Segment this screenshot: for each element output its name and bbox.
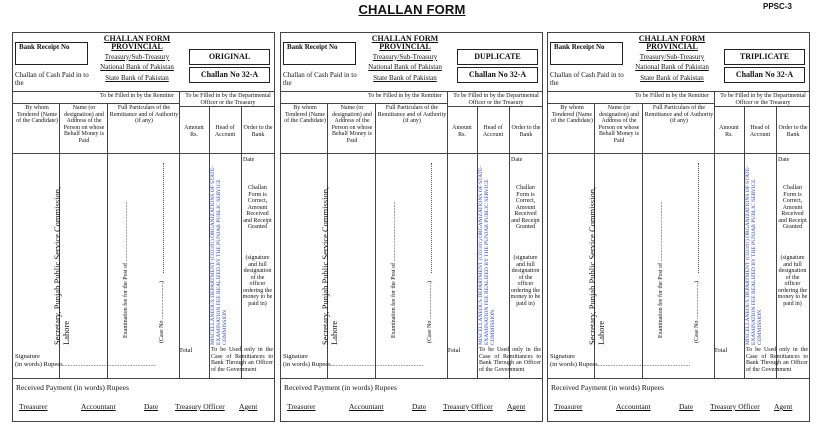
head-account-text: MISCELLANEOUS DEPARTMENT (C03101) ORGANIZATIONS OF STATE-EXAMINATION FEE REALIZED BY THE PUNJAB PUBLIC SERVICE COMMISSION	[478, 165, 496, 345]
dept-header: To be Filled in by the Departmental Officer or the Treasury	[453, 93, 539, 106]
challan-no-box	[189, 67, 270, 83]
bank-use-text: To be Used only in the Case of Remittances to Bank Through an Officer of the Government	[479, 347, 541, 373]
challan-no-box	[724, 67, 805, 83]
copy-label: TRIPLICATE	[739, 52, 790, 61]
exam-fee-text: Examination fee for the Post of ........................................	[658, 201, 664, 338]
nbp-label: National Bank of Pakistan	[368, 62, 442, 71]
order-text: Challan Form is Correct, Amount Received and Receipt Granted	[778, 185, 807, 230]
form-code: PPSC-3	[763, 2, 792, 11]
bank-receipt-label: Bank Receipt No	[287, 43, 338, 51]
page-title: CHALLAN FORM	[358, 2, 466, 17]
sbp-label: State Bank of Pakistan	[373, 73, 437, 82]
exam-fee-text: Examination fee for the Post of ........................................	[123, 201, 129, 338]
col-head: Head of Account	[749, 125, 771, 138]
col-particulars: Full Particulars of the Remittance and of Authority (if any)	[644, 105, 714, 124]
challan-no: Challan No 32-A	[468, 70, 527, 79]
col-order: Order to the Bank	[511, 125, 541, 138]
footer-date-label: Date	[412, 402, 427, 411]
challan-cash-label: Challan of Cash Paid in to the	[550, 71, 624, 87]
accountant-label: Accountant	[81, 402, 116, 411]
exam-fee-text: Examination fee for the Post of ........................................	[391, 201, 397, 338]
col-by-whom: By whom Tendered (Name of the Candidate)	[284, 105, 326, 124]
nbp-label: National Bank of Pakistan	[100, 62, 174, 71]
form-heading	[632, 35, 712, 84]
accountant-label: Accountant	[616, 402, 651, 411]
treasury-label: Treasury/Sub-Treasury	[372, 52, 438, 61]
col-name: Name (or designation) and Address of the Person on whose Behalf Money is Paid	[331, 105, 373, 144]
signature-label: Signature	[550, 353, 575, 360]
challan-cash-label: Challan of Cash Paid in to the	[283, 71, 357, 87]
secretary-text: Secretary, Punjab Public Service Commission, Lahore	[52, 186, 71, 345]
form-heading-line2: PROVINCIAL	[646, 42, 698, 51]
treasury-label: Treasury/Sub-Treasury	[639, 52, 705, 61]
signature-text: (signature and full designation of the officer ordering the money to be paid in)	[510, 255, 541, 307]
dept-header: To be Filled in by the Departmental Officer or the Treasury	[185, 93, 271, 106]
form-heading-line2: PROVINCIAL	[111, 42, 163, 51]
form-heading-line1: CHALLAN FORM	[103, 34, 171, 43]
form-heading-line1: CHALLAN FORM	[371, 34, 439, 43]
head-account-text: MISCELLANEOUS DEPARTMENT (C03101) ORGANIZATIONS OF STATE-EXAMINATION FEE REALIZED BY THE PUNJAB PUBLIC SERVICE COMMISSION	[745, 165, 763, 345]
treasurer-label: Treasurer	[554, 402, 583, 411]
in-words-line: (in words) Rupees.........................................................	[15, 361, 156, 368]
received-payment: Received Payment (in words) Rupees	[16, 383, 129, 392]
received-payment: Received Payment (in words) Rupees	[551, 383, 664, 392]
date-label: Date	[778, 157, 790, 163]
copy-label-box	[724, 49, 805, 65]
challan-no-box	[457, 67, 538, 83]
challan-copy-triplicate	[547, 32, 810, 422]
order-text: Challan Form is Correct, Amount Received and Receipt Granted	[243, 185, 272, 230]
sbp-label: State Bank of Pakistan	[640, 73, 704, 82]
order-text: Challan Form is Correct, Amount Received and Receipt Granted	[511, 185, 540, 230]
in-words-line: (in words) Rupees.........................................................	[283, 361, 424, 368]
remitter-header: To be Filled in by the Remitter	[368, 93, 442, 99]
treasurer-label: Treasurer	[19, 402, 48, 411]
col-by-whom: By whom Tendered (Name of the Candidate)	[551, 105, 593, 124]
total-label: Total	[447, 347, 461, 354]
copy-label-box	[457, 49, 538, 65]
accountant-label: Accountant	[349, 402, 384, 411]
remitter-header: To be Filled in by the Remitter	[635, 93, 709, 99]
agent-label: Agent	[507, 402, 526, 411]
dept-header: To be Filled in by the Departmental Officer or the Treasury	[720, 93, 806, 106]
challan-cash-label: Challan of Cash Paid in to the	[15, 71, 89, 87]
total-label: Total	[179, 347, 193, 354]
in-words-line: (in words) Rupees.........................................................	[550, 361, 691, 368]
form-heading	[365, 35, 445, 84]
footer-date-label: Date	[679, 402, 694, 411]
secretary-text: Secretary, Punjab Public Service Commission, Lahore	[587, 186, 606, 345]
treasury-officer-label: Treasury Officer	[443, 402, 493, 411]
col-order: Order to the Bank	[243, 125, 273, 138]
copy-label: ORIGINAL	[208, 52, 251, 61]
copy-label: DUPLICATE	[474, 52, 521, 61]
challan-copy-original	[12, 32, 275, 422]
bank-receipt-box	[283, 42, 356, 65]
bank-receipt-label: Bank Receipt No	[554, 43, 605, 51]
footer-date-label: Date	[144, 402, 159, 411]
col-name: Name (or designation) and Address of the Person on whose Behalf Money is Paid	[598, 105, 640, 144]
signature-text: (signature and full designation of the officer ordering the money to be paid in)	[777, 255, 808, 307]
case-no-text: (Case No ........................)	[427, 281, 433, 343]
signature-label: Signature	[283, 353, 308, 360]
treasury-officer-label: Treasury Officer	[175, 402, 225, 411]
col-amount: Amount Rs.	[184, 125, 204, 138]
total-label: Total	[714, 347, 728, 354]
col-head: Head of Account	[482, 125, 504, 138]
secretary-text: Secretary, Punjab Public Service Commission, Lahore	[320, 186, 339, 345]
bank-use-text: To be Used only in the Case of Remittances to Bank Through an Officer of the Government	[211, 347, 273, 373]
form-heading-line1: CHALLAN FORM	[638, 34, 706, 43]
case-no-text: (Case No ........................)	[159, 281, 165, 343]
received-payment: Received Payment (in words) Rupees	[284, 383, 397, 392]
remitter-header: To be Filled in by the Remitter	[100, 93, 174, 99]
treasury-officer-label: Treasury Officer	[710, 402, 760, 411]
agent-label: Agent	[774, 402, 793, 411]
head-account-text: MISCELLANEOUS DEPARTMENT (C03101) ORGANIZATIONS OF STATE-EXAMINATION FEE REALIZED BY THE PUNJAB PUBLIC SERVICE COMMISSION	[210, 165, 228, 345]
agent-label: Agent	[239, 402, 258, 411]
sbp-label: State Bank of Pakistan	[105, 73, 169, 82]
treasury-label: Treasury/Sub-Treasury	[104, 52, 170, 61]
bank-use-text: To be Used only in the Case of Remittances to Bank Through an Officer of the Government	[746, 347, 808, 373]
bank-receipt-box	[15, 42, 88, 65]
treasurer-label: Treasurer	[287, 402, 316, 411]
copy-label-box	[189, 49, 270, 65]
col-name: Name (or designation) and Address of the Person on whose Behalf Money is Paid	[63, 105, 105, 144]
col-amount: Amount Rs.	[452, 125, 472, 138]
signature-label: Signature	[15, 353, 40, 360]
form-heading-line2: PROVINCIAL	[379, 42, 431, 51]
challan-no: Challan No 32-A	[735, 70, 794, 79]
nbp-label: National Bank of Pakistan	[635, 62, 709, 71]
bank-receipt-box	[550, 42, 623, 65]
date-label: Date	[511, 157, 523, 163]
col-head: Head of Account	[214, 125, 236, 138]
signature-text: (signature and full designation of the officer ordering the money to be paid in)	[242, 255, 273, 307]
col-particulars: Full Particulars of the Remittance and of Authority (if any)	[109, 105, 179, 124]
challan-copy-duplicate	[280, 32, 543, 422]
date-label: Date	[243, 157, 255, 163]
col-particulars: Full Particulars of the Remittance and of Authority (if any)	[377, 105, 447, 124]
col-order: Order to the Bank	[778, 125, 808, 138]
case-no-text: (Case No ........................)	[694, 281, 700, 343]
challan-no: Challan No 32-A	[200, 70, 259, 79]
bank-receipt-label: Bank Receipt No	[19, 43, 70, 51]
form-heading	[97, 35, 177, 84]
col-by-whom: By whom Tendered (Name of the Candidate)	[16, 105, 58, 124]
col-amount: Amount Rs.	[719, 125, 739, 138]
